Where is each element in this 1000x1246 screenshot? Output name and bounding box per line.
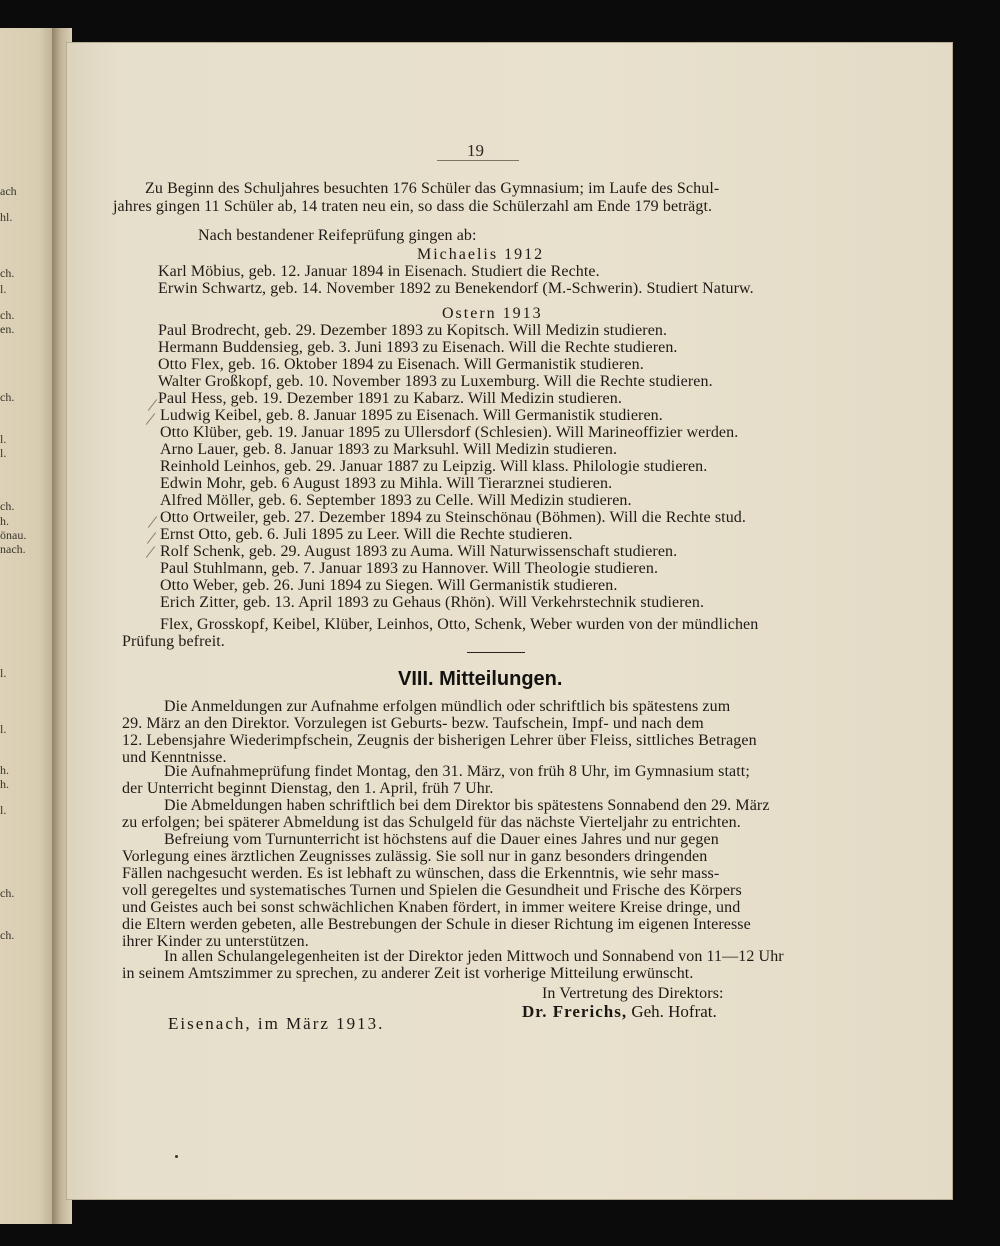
prev-page-fragment: nach.: [0, 542, 26, 556]
graduate-entry: Erwin Schwartz, geb. 14. November 1892 zu Benekendorf (M.-Schwerin). Studiert Naturw.: [158, 280, 754, 297]
graduate-entry: Arno Lauer, geb. 8. Januar 1893 zu Marksuhl. Will Medizin studieren.: [160, 441, 618, 458]
prev-page-fragment: ch.: [0, 886, 15, 900]
graduate-entry: Hermann Buddensieg, geb. 3. Juni 1893 zu Eisenach. Will die Rechte studieren.: [158, 339, 678, 356]
prev-page-fragment: h.: [0, 777, 9, 791]
prev-page-fragment: ch.: [0, 390, 15, 404]
prev-page-fragment: l.: [0, 446, 7, 460]
graduate-entry: Otto Ortweiler, geb. 27. Dezember 1894 zu Steinschönau (Böhmen). Will die Rechte stud.: [160, 509, 746, 526]
graduate-entry: Ludwig Keibel, geb. 8. Januar 1895 zu Eisenach. Will Germanistik studieren.: [160, 407, 663, 424]
section-paragraph-line: und Geistes auch bei sonst schwächlichen Knaben fördert, in immer weitere Kreise dringe, und: [122, 899, 741, 916]
graduate-entry: Reinhold Leinhos, geb. 29. Januar 1887 zu Leipzig. Will klass. Philologie studieren.: [160, 458, 708, 475]
section-paragraph-line: Fällen nachgesucht werden. Es ist lebhaft zu wünschen, dass die Erkenntnis, wie sehr mass-: [122, 865, 720, 882]
graduate-entry: Paul Stuhlmann, geb. 7. Januar 1893 zu Hannover. Will Theologie studieren.: [160, 560, 659, 577]
prev-page-fragment: l.: [0, 666, 7, 680]
section-paragraph-line: Die Anmeldungen zur Aufnahme erfolgen mündlich oder schriftlich bis spätestens zum: [164, 698, 731, 715]
graduate-entry: Walter Großkopf, geb. 10. November 1893 zu Luxemburg. Will die Rechte studieren.: [158, 373, 713, 390]
graduate-entry: Paul Brodrecht, geb. 29. Dezember 1893 zu Kopitsch. Will Medizin studieren.: [158, 322, 668, 339]
previous-page-edge: [0, 28, 56, 1224]
graduate-entry: Alfred Möller, geb. 6. September 1893 zu Celle. Will Medizin studieren.: [160, 492, 632, 509]
graduate-entry: Erich Zitter, geb. 13. April 1893 zu Gehaus (Rhön). Will Verkehrstechnik studieren.: [160, 594, 705, 611]
section-divider: [467, 652, 525, 653]
graduate-entry: Rolf Schenk, geb. 29. August 1893 zu Auma. Will Naturwissenschaft studieren.: [160, 543, 678, 560]
intro-line: Nach bestandener Reifeprüfung gingen ab:: [198, 227, 477, 244]
signature: [522, 1002, 717, 1022]
michaelis-heading: Michaelis 1912: [417, 246, 545, 263]
page-speck: [175, 1155, 178, 1158]
prev-page-fragment: h.: [0, 763, 9, 777]
section-paragraph-line: Vorlegung eines ärztlichen Zeugnisses zulässig. Sie soll nur in ganz besonders dringenden: [122, 848, 708, 865]
section-paragraph-line: In allen Schulangelegenheiten ist der Direktor jeden Mittwoch und Sonnabend von 11—12 Uhr: [164, 948, 784, 965]
page-number-rule: [437, 160, 519, 161]
intro-line: Zu Beginn des Schuljahres besuchten 176 Schüler das Gymnasium; im Laufe des Schul-: [145, 180, 720, 197]
prev-page-fragment: ch.: [0, 266, 15, 280]
section-paragraph-line: Befreiung vom Turnunterricht ist höchstens auf die Dauer eines Jahres und nur gegen: [164, 831, 719, 848]
section-paragraph-line: die Eltern werden gebeten, alle Bestrebungen der Schule in dieser Richtung im eigenen Interesse: [122, 916, 751, 933]
section-paragraph-line: zu erfolgen; bei späterer Abmeldung ist das Schulgeld für das nächste Vierteljahr zu entrichten.: [122, 814, 741, 831]
graduate-entry: Edwin Mohr, geb. 6 August 1893 zu Mihla. Will Tierarznei studieren.: [160, 475, 613, 492]
prev-page-fragment: önau.: [0, 528, 27, 542]
section-paragraph-line: Die Abmeldungen haben schriftlich bei dem Direktor bis spätestens Sonnabend den 29. März: [164, 797, 770, 814]
prev-page-fragment: ch.: [0, 928, 15, 942]
section-heading: VIII. Mitteilungen.: [398, 668, 563, 690]
section-paragraph-line: der Unterricht beginnt Dienstag, den 1. April, früh 7 Uhr.: [122, 780, 494, 797]
prev-page-fragment: h.: [0, 514, 9, 528]
graduate-entry: Karl Möbius, geb. 12. Januar 1894 in Eisenach. Studiert die Rechte.: [158, 263, 600, 280]
prev-page-fragment: ch.: [0, 308, 15, 322]
prev-page-fragment: ch.: [0, 499, 15, 513]
graduate-entry: Otto Klüber, geb. 19. Januar 1895 zu Ullersdorf (Schlesien). Will Marineoffizier werden.: [160, 424, 739, 441]
section-paragraph-line: voll geregeltes und systematisches Turnen und Spielen die Gesundheit und Frische des Körpers: [122, 882, 742, 899]
ostern-heading: Ostern 1913: [442, 305, 543, 322]
section-paragraph-line: 29. März an den Direktor. Vorzulegen ist Geburts- bezw. Taufschein, Impf- und nach dem: [122, 715, 704, 732]
prev-page-fragment: l.: [0, 722, 7, 736]
section-paragraph-line: Die Aufnahmeprüfung findet Montag, den 31. März, von früh 8 Uhr, im Gymnasium statt;: [164, 763, 750, 780]
prev-page-fragment: en.: [0, 322, 15, 336]
prev-page-fragment: l.: [0, 282, 7, 296]
vertretung-line: In Vertretung des Direktors:: [542, 985, 724, 1002]
signature-name: Dr. Frerichs,: [522, 1002, 628, 1021]
prev-page-fragment: l.: [0, 803, 7, 817]
signature-title: Geh. Hofrat.: [631, 1002, 717, 1021]
graduate-entry: Paul Hess, geb. 19. Dezember 1891 zu Kabarz. Will Medizin studieren.: [158, 390, 622, 407]
intro-line: jahres gingen 11 Schüler ab, 14 traten neu ein, so dass die Schülerzahl am Ende 179 beträgt.: [113, 198, 713, 215]
prev-page-fragment: hl.: [0, 210, 13, 224]
place-date: Eisenach, im März 1913.: [168, 1014, 385, 1033]
prev-page-fragment: ach: [0, 184, 17, 198]
prev-page-fragment: l.: [0, 432, 7, 446]
graduate-entry: Otto Weber, geb. 26. Juni 1894 zu Siegen. Will Germanistik studieren.: [160, 577, 618, 594]
graduate-entry: Ernst Otto, geb. 6. Juli 1895 zu Leer. Will die Rechte studieren.: [160, 526, 573, 543]
section-paragraph-line: 12. Lebensjahre Wiederimpfschein, Zeugnis der bisherigen Lehrer über Fleiss, sittliches Betragen: [122, 732, 757, 749]
exemption-line: Flex, Grosskopf, Keibel, Klüber, Leinhos, Otto, Schenk, Weber wurden von der mündlichen: [160, 616, 759, 633]
section-paragraph-line: ihrer Kinder zu unterstützen.: [122, 933, 309, 950]
section-paragraph-line: in seinem Amtszimmer zu sprechen, zu anderer Zeit ist vorherige Mitteilung erwünscht.: [122, 965, 694, 982]
section-paragraph-line: und Kenntnisse.: [122, 749, 227, 766]
exemption-line: Prüfung befreit.: [122, 633, 225, 650]
page-number: 19: [467, 141, 484, 160]
graduate-entry: Otto Flex, geb. 16. Oktober 1894 zu Eisenach. Will Germanistik studieren.: [158, 356, 644, 373]
